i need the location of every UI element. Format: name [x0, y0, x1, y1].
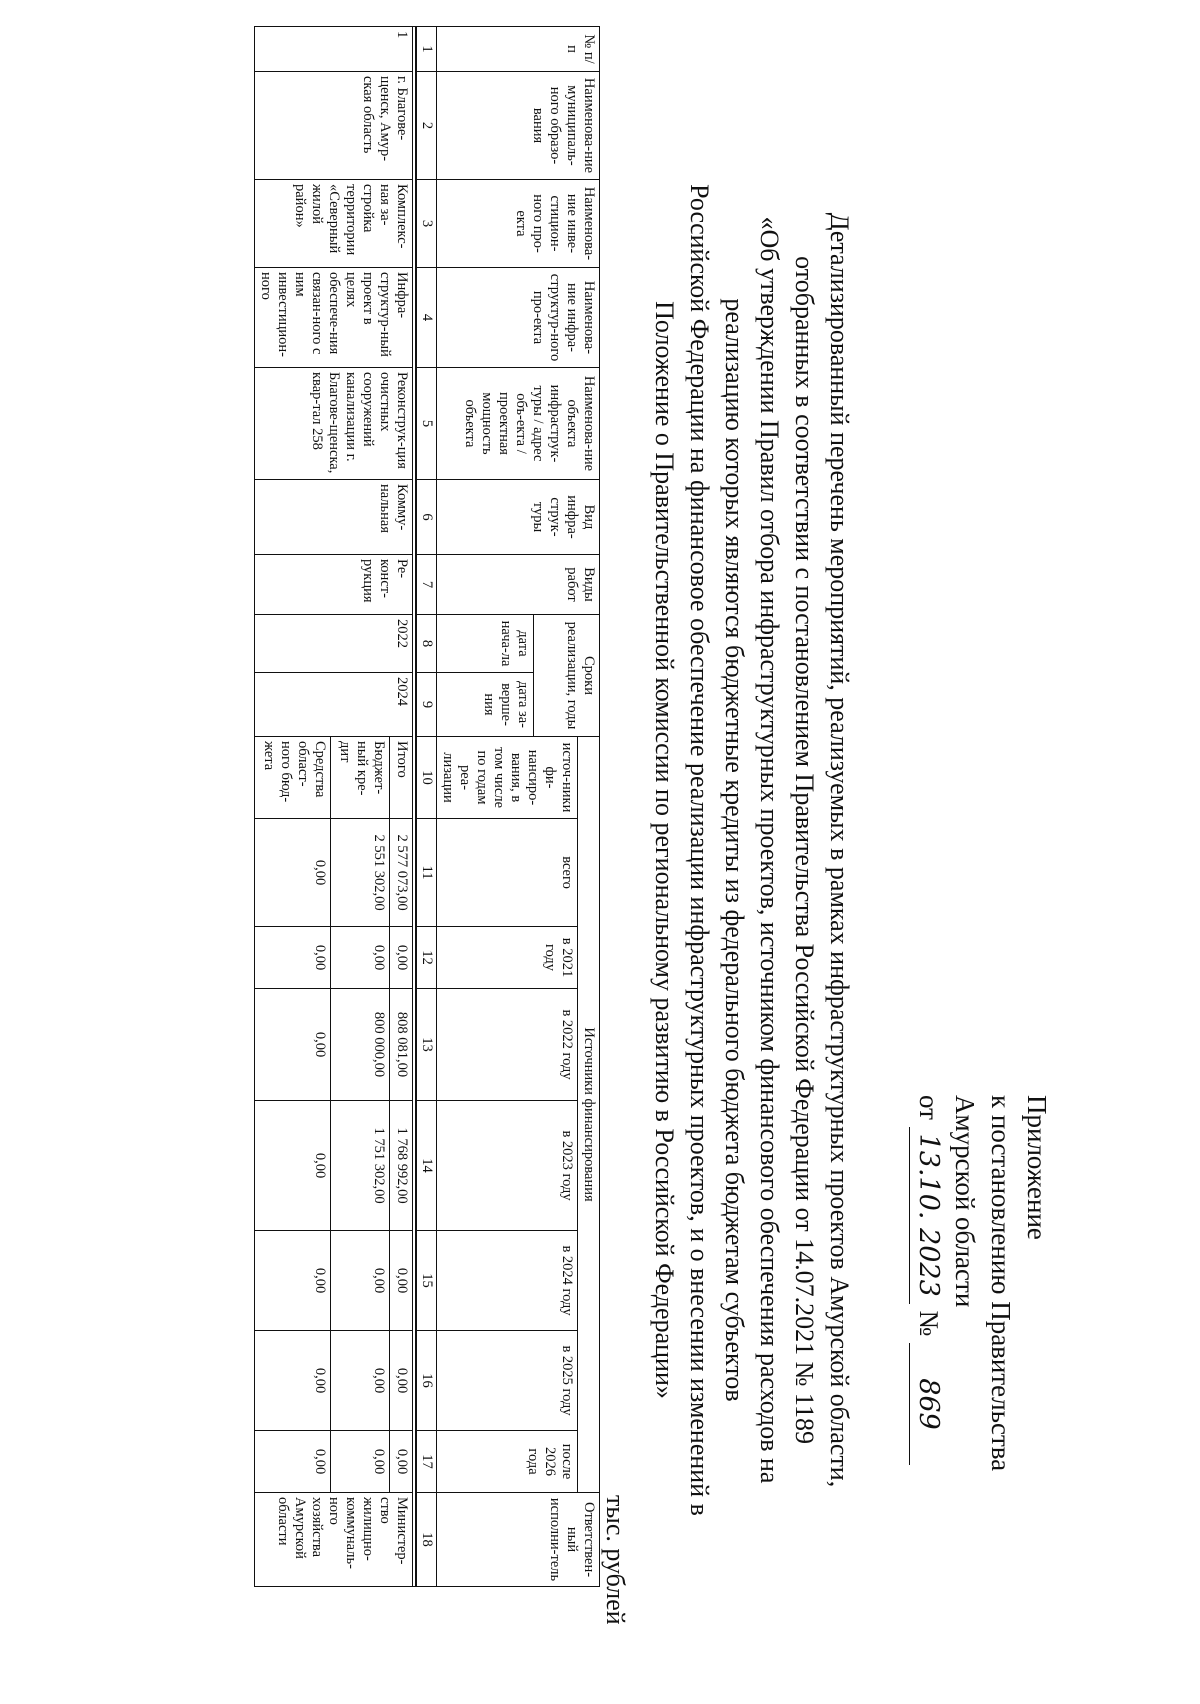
title-line-1: Детализированный перечень мероприятий, реализуемых в рамках инфраструктурных проектов Амурской области, [825, 212, 854, 1488]
header-sources-group: Источники финансирования [578, 737, 600, 1493]
col-number: 10 [416, 737, 437, 819]
separator-row [413, 27, 417, 1587]
header-sources: источ-ники фи-нансиро-вания, в том числе по годам реа-лизации [437, 737, 578, 819]
header-infra-type: Вид инфра-струк-туры [437, 480, 600, 555]
row-invest-project: Комплекс-ная за-стройка территории «Северный жилой район» [255, 180, 413, 268]
value-2025: 0,00 [255, 1331, 331, 1431]
value-after-2026: 0,00 [331, 1431, 390, 1493]
title-line-6: Положение о Правительственной комиссии по региональному развитию в Российской Федерации» [650, 301, 679, 1399]
header-responsible: Ответствен-ный исполни-тель [437, 1493, 600, 1587]
row-municipality: г. Благове-щенск, Амур-ская область [255, 72, 413, 180]
row-end: 2024 [255, 673, 413, 737]
header-start: дата нача-ла [437, 615, 534, 673]
col-number: 5 [416, 368, 437, 480]
document-title [647, 140, 857, 1560]
value-after-2026: 0,00 [255, 1431, 331, 1493]
col-number: 8 [416, 615, 437, 673]
approval-line-2: к постановлению Правительства [986, 1095, 1016, 1472]
table-row [389, 27, 412, 1587]
header-infra-project: Наименова-ние инфра-структур-ного про-екта [437, 268, 600, 368]
header-2022: в 2022 году [437, 989, 578, 1101]
col-number: 11 [416, 819, 437, 927]
value-total: 0,00 [255, 819, 331, 927]
projects-table [254, 26, 600, 1587]
row-responsible: Министер-ство жилищно-коммуналь-ного хозяйства Амурской области [255, 1493, 413, 1587]
value-2025: 0,00 [331, 1331, 390, 1431]
header-municipality: Наименова-ние муниципаль-ного образо-вания [437, 72, 600, 180]
row-object: Реконструк-ция очистных сооружений канализации г. Благове-щенска, квар-тал 258 [255, 368, 413, 480]
row-start: 2022 [255, 615, 413, 673]
separator-cell [413, 27, 417, 1587]
value-total: 2 577 073,00 [389, 819, 412, 927]
header-2021: в 2021 году [437, 927, 578, 989]
title-line-2: отобранных в соответствии с постановлением Правительства Российской Федерации от 14.07.2021 № 1189 [790, 256, 819, 1444]
value-2022: 808 081,00 [389, 989, 412, 1101]
col-number: 15 [416, 1231, 437, 1331]
header-2024: в 2024 году [437, 1231, 578, 1331]
approval-line-3: Амурской области [950, 1095, 980, 1308]
row-num: 1 [255, 27, 413, 72]
source-name: Бюджет-ный кре-дит [331, 737, 390, 819]
col-number: 12 [416, 927, 437, 989]
value-2022: 800 000,00 [331, 989, 390, 1101]
row-infra-project: Инфра-структур-ный проект в целях обеспече-ния связан-ного с ним инвестицион-ного [255, 268, 413, 368]
value-after-2026: 0,00 [389, 1431, 412, 1493]
col-number: 17 [416, 1431, 437, 1493]
approval-line-1: Приложение [1022, 1095, 1052, 1240]
value-2022: 0,00 [255, 989, 331, 1101]
column-numbers-row [416, 27, 437, 1587]
col-number: 7 [416, 555, 437, 615]
col-number: 4 [416, 268, 437, 368]
header-work-type: Виды работ [437, 555, 600, 615]
header-2025: в 2025 году [437, 1331, 578, 1431]
value-2021: 0,00 [255, 927, 331, 989]
header-num: № п/п [437, 27, 600, 72]
header-end: дата за-верше-ния [437, 673, 534, 737]
date-prefix: от [914, 1095, 944, 1120]
value-total: 2 551 302,00 [331, 819, 390, 927]
handwritten-date: 13.10. 2023 [909, 1127, 946, 1304]
col-number: 1 [416, 27, 437, 72]
col-number: 6 [416, 480, 437, 555]
approval-date-line [909, 1095, 947, 1635]
source-name: Средства област-ного бюд-жета [255, 737, 331, 819]
col-number: 16 [416, 1331, 437, 1431]
title-line-3: «Об утверждении Правил отбора инфраструктурных проектов, источником финансового обеспечения расходов на [755, 216, 784, 1484]
unit-label: тыс. рублей [601, 1495, 630, 1625]
approval-block [909, 1095, 1055, 1635]
value-2024: 0,00 [331, 1231, 390, 1331]
col-number: 13 [416, 989, 437, 1101]
row-infra-type: Комму-нальная [255, 480, 413, 555]
number-label: № [914, 1310, 944, 1337]
title-line-4: реализацию которых являются бюджетные кредиты из федерального бюджета бюджетам субъектов [720, 298, 749, 1402]
header-object: Наименова-ние объекта инфраструк-туры / адрес объ-екта / проектная мощность объекта [437, 368, 600, 480]
header-2023: в 2023 году [437, 1101, 578, 1231]
col-number: 3 [416, 180, 437, 268]
header-after-2026: после 2026 года [437, 1431, 578, 1493]
value-2024: 0,00 [255, 1231, 331, 1331]
value-2023: 1 751 302,00 [331, 1101, 390, 1231]
header-period: Сроки реализации, годы [534, 615, 600, 737]
value-2025: 0,00 [389, 1331, 412, 1431]
title-line-5: Российской Федерации на финансовое обеспечение реализации инфраструктурных проектов, и о внесении изменений в [685, 184, 714, 1516]
value-2023: 0,00 [255, 1101, 331, 1231]
value-2024: 0,00 [389, 1231, 412, 1331]
handwritten-number: 869 [909, 1343, 946, 1465]
col-number: 18 [416, 1493, 437, 1587]
header-invest-project: Наименова-ние инве-стицион-ного про-екта [437, 180, 600, 268]
row-work-type: Ре-конст-рукция [255, 555, 413, 615]
source-name: Итого [389, 737, 412, 819]
value-2023: 1 768 992,00 [389, 1101, 412, 1231]
col-number: 2 [416, 72, 437, 180]
col-number: 9 [416, 673, 437, 737]
value-2021: 0,00 [331, 927, 390, 989]
value-2021: 0,00 [389, 927, 412, 989]
col-number: 14 [416, 1101, 437, 1231]
header-total: всего [437, 819, 578, 927]
